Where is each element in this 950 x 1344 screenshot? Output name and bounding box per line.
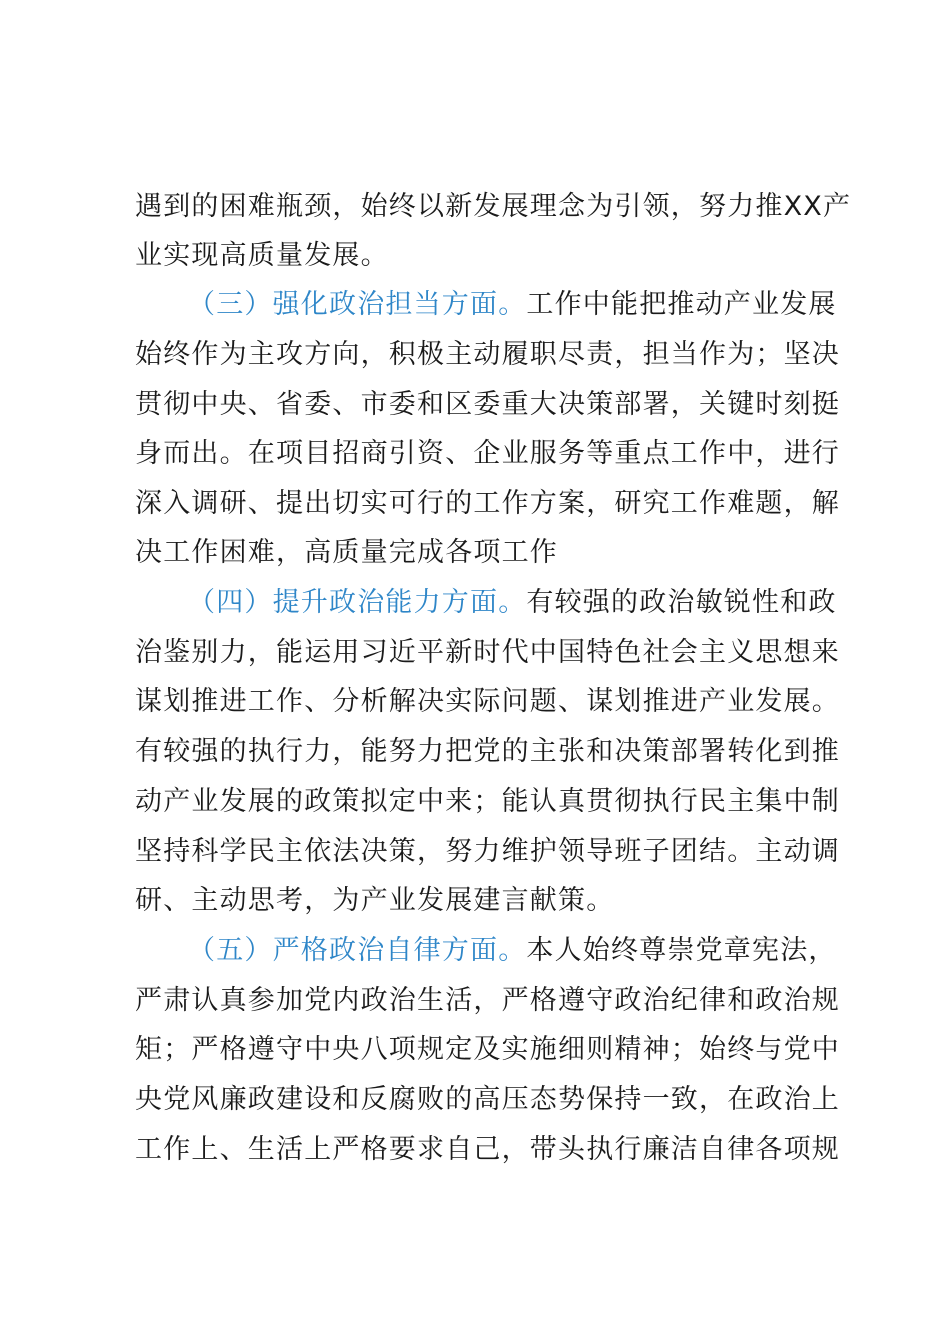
- paragraph-line: 始终作为主攻方向，积极主动履职尽责，担当作为；坚决: [135, 339, 840, 370]
- paragraph-line: 研、主动思考，为产业发展建言献策。: [135, 885, 615, 916]
- paragraph-line: 贯彻中央、省委、市委和区委重大决策部署，关键时刻挺: [135, 389, 840, 420]
- section-5-first-line: [188, 931, 838, 971]
- paragraph-line: 动产业发展的政策拟定中来；能认真贯彻执行民主集中制: [135, 786, 840, 817]
- paragraph-line: 决工作困难，高质量完成各项工作: [135, 537, 558, 568]
- paragraph-line: 深入调研、提出切实可行的工作方案，研究工作难题，解: [135, 488, 840, 519]
- section-4-text: 有较强的政治敏锐性和政: [526, 587, 837, 618]
- paragraph-line: 央党风廉政建设和反腐败的高压态势保持一致，在政治上: [135, 1084, 840, 1115]
- paragraph-line: 谋划推进工作、分析解决实际问题、谋划推进产业发展。: [135, 686, 840, 717]
- section-4-first-line: [188, 583, 838, 623]
- paragraph-line: 治鉴别力，能运用习近平新时代中国特色社会主义思想来: [135, 637, 840, 668]
- section-3-first-line: [188, 285, 838, 325]
- section-5-text: 本人始终尊崇党章宪法，: [526, 935, 837, 966]
- paragraph-line: 坚持科学民主依法决策，努力维护领导班子团结。主动调: [135, 836, 840, 867]
- paragraph-line: 有较强的执行力，能努力把党的主张和决策部署转化到推: [135, 736, 840, 767]
- paragraph-line: 工作上、生活上严格要求自己，带头执行廉洁自律各项规: [135, 1134, 840, 1165]
- section-5-heading: （五）严格政治自律方面。: [188, 935, 527, 966]
- paragraph-line: 矩；严格遵守中央八项规定及实施细则精神；始终与党中: [135, 1034, 840, 1065]
- paragraph-line: 身而出。在项目招商引资、企业服务等重点工作中，进行: [135, 438, 840, 469]
- section-4-heading: （四）提升政治能力方面。: [188, 587, 527, 618]
- paragraph-line: 严肃认真参加党内政治生活，严格遵守政治纪律和政治规: [135, 985, 840, 1016]
- section-3-text: 工作中能把推动产业发展: [526, 289, 837, 320]
- paragraph-line: 遇到的困难瓶颈，始终以新发展理念为引领，努力推XX产: [135, 191, 852, 222]
- paragraph-line: 业实现高质量发展。: [135, 240, 389, 271]
- section-3-heading: （三）强化政治担当方面。: [188, 289, 527, 320]
